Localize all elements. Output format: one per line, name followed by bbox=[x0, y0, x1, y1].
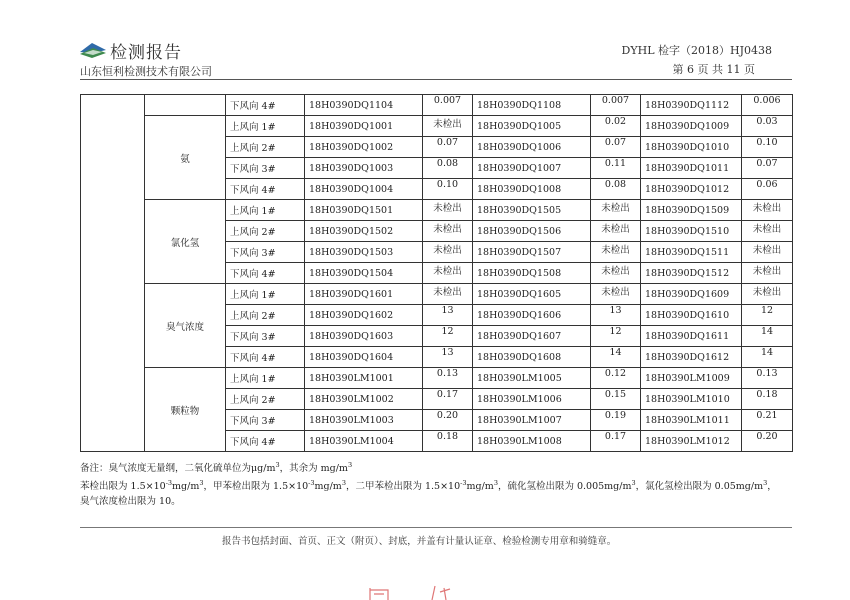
note-text: ， bbox=[767, 481, 777, 493]
note-line-3: 臭气浓度检出限为 10。 bbox=[80, 496, 181, 508]
value-cell: 14 bbox=[742, 326, 793, 347]
sample-code-cell: 18H0390LM1008 bbox=[473, 431, 591, 452]
value-cell: 0.07 bbox=[423, 137, 473, 158]
superscript: 3 bbox=[763, 479, 768, 488]
sample-code-cell: 18H0390DQ1006 bbox=[473, 137, 591, 158]
note-text: 备注：臭气浓度无量纲，二氧化硫单位为μg/m bbox=[80, 463, 276, 475]
value-cell: 0.11 bbox=[591, 158, 641, 179]
sample-code-cell: 18H0390DQ1004 bbox=[305, 179, 423, 200]
value-cell: 0.13 bbox=[742, 368, 793, 389]
position-cell: 下风向 4# bbox=[226, 347, 305, 368]
sample-code-cell: 18H0390LM1009 bbox=[641, 368, 742, 389]
value-cell: 0.19 bbox=[591, 410, 641, 431]
sample-code-cell: 18H0390DQ1601 bbox=[305, 284, 423, 305]
table-row bbox=[81, 116, 793, 137]
value-cell: 0.07 bbox=[591, 137, 641, 158]
value-cell: 0.007 bbox=[423, 95, 473, 116]
report-title: 检测报告 bbox=[110, 43, 182, 63]
sample-code-cell: 18H0390DQ1112 bbox=[641, 95, 742, 116]
superscript: 3 bbox=[493, 479, 498, 488]
sample-code-cell: 18H0390DQ1512 bbox=[641, 263, 742, 284]
item-cell: 颗粒物 bbox=[145, 368, 226, 452]
sample-code-cell: 18H0390DQ1505 bbox=[473, 200, 591, 221]
value-cell: 0.10 bbox=[423, 179, 473, 200]
value-cell: 未检出 bbox=[423, 263, 473, 284]
sample-code-cell: 18H0390LM1002 bbox=[305, 389, 423, 410]
table-row bbox=[81, 200, 793, 221]
note-text: mg/m bbox=[466, 481, 494, 493]
position-cell: 下风向 4# bbox=[226, 95, 305, 116]
superscript: -3 bbox=[460, 479, 467, 488]
note-line-1 bbox=[80, 458, 800, 476]
stamp-fragment-icon bbox=[360, 580, 470, 600]
sample-code-cell: 18H0390DQ1507 bbox=[473, 242, 591, 263]
item-cell: 氯化氢 bbox=[145, 200, 226, 284]
value-cell: 0.20 bbox=[742, 431, 793, 452]
value-cell: 0.17 bbox=[591, 431, 641, 452]
sample-code-cell: 18H0390DQ1605 bbox=[473, 284, 591, 305]
sample-code-cell: 18H0390DQ1504 bbox=[305, 263, 423, 284]
position-cell: 下风向 3# bbox=[226, 158, 305, 179]
sample-code-cell: 18H0390DQ1608 bbox=[473, 347, 591, 368]
value-cell: 0.007 bbox=[591, 95, 641, 116]
value-cell: 0.02 bbox=[591, 116, 641, 137]
value-cell: 未检出 bbox=[591, 263, 641, 284]
superscript: 3 bbox=[341, 479, 346, 488]
value-cell: 14 bbox=[742, 347, 793, 368]
value-cell: 14 bbox=[591, 347, 641, 368]
value-cell: 未检出 bbox=[591, 221, 641, 242]
note-text: ，硫化氢检出限为 0.005mg/m bbox=[497, 481, 632, 493]
position-cell: 上风向 1# bbox=[226, 116, 305, 137]
position-cell: 上风向 2# bbox=[226, 389, 305, 410]
position-cell: 下风向 4# bbox=[226, 263, 305, 284]
sample-code-cell: 18H0390DQ1007 bbox=[473, 158, 591, 179]
sample-code-cell: 18H0390DQ1609 bbox=[641, 284, 742, 305]
value-cell: 13 bbox=[591, 305, 641, 326]
table-body bbox=[81, 95, 793, 452]
report-number: DYHL 检字（2018）HJ0438 bbox=[621, 44, 772, 57]
item-cell bbox=[145, 95, 226, 116]
value-cell: 12 bbox=[423, 326, 473, 347]
company-logo-icon bbox=[78, 40, 108, 60]
table-row bbox=[81, 284, 793, 305]
footer-text: 报告书包括封面、首页、正文（附页）、封底，并盖有计量认证章、检验检测专用章和骑缝章。 bbox=[222, 536, 617, 547]
value-cell: 未检出 bbox=[591, 242, 641, 263]
sample-code-cell: 18H0390DQ1503 bbox=[305, 242, 423, 263]
value-cell: 0.08 bbox=[423, 158, 473, 179]
value-cell: 0.06 bbox=[742, 179, 793, 200]
position-cell: 下风向 4# bbox=[226, 431, 305, 452]
value-cell: 0.17 bbox=[423, 389, 473, 410]
sample-code-cell: 18H0390DQ1511 bbox=[641, 242, 742, 263]
position-cell: 下风向 3# bbox=[226, 242, 305, 263]
sample-code-cell: 18H0390DQ1005 bbox=[473, 116, 591, 137]
sample-code-cell: 18H0390DQ1612 bbox=[641, 347, 742, 368]
sample-code-cell: 18H0390DQ1108 bbox=[473, 95, 591, 116]
value-cell: 0.08 bbox=[591, 179, 641, 200]
sample-code-cell: 18H0390LM1006 bbox=[473, 389, 591, 410]
position-cell: 上风向 2# bbox=[226, 305, 305, 326]
value-cell: 未检出 bbox=[742, 221, 793, 242]
value-cell: 未检出 bbox=[423, 200, 473, 221]
page-number: 第 6 页 共 11 页 bbox=[672, 63, 755, 76]
sample-code-cell: 18H0390DQ1010 bbox=[641, 137, 742, 158]
sample-code-cell: 18H0390LM1011 bbox=[641, 410, 742, 431]
position-cell: 上风向 2# bbox=[226, 137, 305, 158]
note-text: mg/m bbox=[314, 481, 342, 493]
superscript: -3 bbox=[165, 479, 173, 488]
value-cell: 0.12 bbox=[591, 368, 641, 389]
note-text: ，其余为 mg/m bbox=[279, 463, 348, 475]
sample-code-cell: 18H0390DQ1002 bbox=[305, 137, 423, 158]
sample-code-cell: 18H0390DQ1610 bbox=[641, 305, 742, 326]
sample-code-cell: 18H0390DQ1602 bbox=[305, 305, 423, 326]
value-cell: 0.03 bbox=[742, 116, 793, 137]
sample-code-cell: 18H0390DQ1509 bbox=[641, 200, 742, 221]
value-cell: 12 bbox=[591, 326, 641, 347]
value-cell: 0.006 bbox=[742, 95, 793, 116]
sample-code-cell: 18H0390DQ1104 bbox=[305, 95, 423, 116]
note-text: ，氯化氢检出限为 0.05mg/m bbox=[635, 481, 764, 493]
position-cell: 下风向 3# bbox=[226, 410, 305, 431]
value-cell: 未检出 bbox=[423, 116, 473, 137]
sample-code-cell: 18H0390DQ1607 bbox=[473, 326, 591, 347]
sample-code-cell: 18H0390LM1010 bbox=[641, 389, 742, 410]
table-row bbox=[81, 95, 793, 116]
sample-code-cell: 18H0390DQ1604 bbox=[305, 347, 423, 368]
category-cell bbox=[81, 95, 145, 452]
value-cell: 0.21 bbox=[742, 410, 793, 431]
value-cell: 0.20 bbox=[423, 410, 473, 431]
value-cell: 12 bbox=[742, 305, 793, 326]
value-cell: 0.13 bbox=[423, 368, 473, 389]
sample-code-cell: 18H0390DQ1008 bbox=[473, 179, 591, 200]
sample-code-cell: 18H0390DQ1510 bbox=[641, 221, 742, 242]
sample-code-cell: 18H0390DQ1508 bbox=[473, 263, 591, 284]
value-cell: 未检出 bbox=[591, 284, 641, 305]
value-cell: 13 bbox=[423, 347, 473, 368]
value-cell: 未检出 bbox=[742, 200, 793, 221]
sample-code-cell: 18H0390DQ1501 bbox=[305, 200, 423, 221]
note-text: 苯检出限为 1.5×10 bbox=[80, 481, 166, 493]
notes-block bbox=[80, 458, 800, 509]
superscript: 3 bbox=[199, 479, 204, 488]
sample-code-cell: 18H0390LM1003 bbox=[305, 410, 423, 431]
sample-code-cell: 18H0390DQ1001 bbox=[305, 116, 423, 137]
footer-divider bbox=[80, 527, 792, 528]
superscript: -3 bbox=[308, 479, 315, 488]
note-line-2 bbox=[80, 476, 800, 494]
company-name: 山东恒利检测技术有限公司 bbox=[80, 65, 212, 78]
value-cell: 0.10 bbox=[742, 137, 793, 158]
superscript: 3 bbox=[631, 479, 636, 488]
header-divider bbox=[80, 79, 792, 80]
item-cell: 氨 bbox=[145, 116, 226, 200]
value-cell: 未检出 bbox=[742, 242, 793, 263]
value-cell: 未检出 bbox=[423, 242, 473, 263]
note-text: mg/m bbox=[172, 481, 200, 493]
sample-code-cell: 18H0390DQ1003 bbox=[305, 158, 423, 179]
value-cell: 13 bbox=[423, 305, 473, 326]
value-cell: 0.18 bbox=[742, 389, 793, 410]
value-cell: 未检出 bbox=[423, 221, 473, 242]
sample-code-cell: 18H0390LM1012 bbox=[641, 431, 742, 452]
sample-code-cell: 18H0390LM1001 bbox=[305, 368, 423, 389]
sample-code-cell: 18H0390DQ1606 bbox=[473, 305, 591, 326]
value-cell: 0.15 bbox=[591, 389, 641, 410]
value-cell: 0.07 bbox=[742, 158, 793, 179]
value-cell: 未检出 bbox=[423, 284, 473, 305]
results-table bbox=[80, 94, 793, 452]
position-cell: 上风向 1# bbox=[226, 284, 305, 305]
table-row bbox=[81, 368, 793, 389]
sample-code-cell: 18H0390DQ1506 bbox=[473, 221, 591, 242]
position-cell: 下风向 3# bbox=[226, 326, 305, 347]
sample-code-cell: 18H0390LM1007 bbox=[473, 410, 591, 431]
sample-code-cell: 18H0390DQ1012 bbox=[641, 179, 742, 200]
position-cell: 下风向 4# bbox=[226, 179, 305, 200]
sample-code-cell: 18H0390LM1005 bbox=[473, 368, 591, 389]
sample-code-cell: 18H0390DQ1009 bbox=[641, 116, 742, 137]
sample-code-cell: 18H0390DQ1611 bbox=[641, 326, 742, 347]
value-cell: 未检出 bbox=[742, 284, 793, 305]
position-cell: 上风向 1# bbox=[226, 368, 305, 389]
position-cell: 上风向 1# bbox=[226, 200, 305, 221]
item-cell: 臭气浓度 bbox=[145, 284, 226, 368]
superscript: 3 bbox=[275, 461, 280, 469]
note-text: ，二甲苯检出限为 1.5×10 bbox=[345, 481, 461, 493]
value-cell: 0.18 bbox=[423, 431, 473, 452]
sample-code-cell: 18H0390DQ1011 bbox=[641, 158, 742, 179]
note-text: ，甲苯检出限为 1.5×10 bbox=[203, 481, 309, 493]
superscript: 3 bbox=[347, 461, 353, 469]
sample-code-cell: 18H0390DQ1502 bbox=[305, 221, 423, 242]
value-cell: 未检出 bbox=[591, 200, 641, 221]
value-cell: 未检出 bbox=[742, 263, 793, 284]
position-cell: 上风向 2# bbox=[226, 221, 305, 242]
sample-code-cell: 18H0390LM1004 bbox=[305, 431, 423, 452]
sample-code-cell: 18H0390DQ1603 bbox=[305, 326, 423, 347]
